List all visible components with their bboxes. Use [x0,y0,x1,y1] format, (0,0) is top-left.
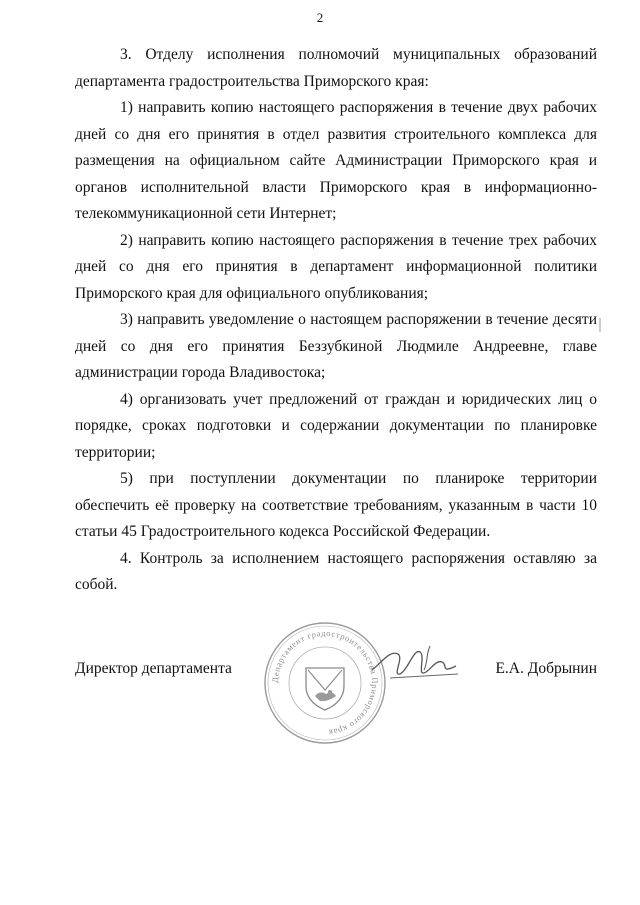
paragraph-subitem-2: 2) направить копию настоящего распоряжения в течение трех рабочих дней со дня его принятия в департамент информационной политики Приморского края для официального опубликования; [75,231,597,302]
paragraph-subitem-4: 4) организовать учет предложений от граждан и юридических лиц о порядке, сроках подготовки и содержании документации по планировке территории; [75,390,597,461]
handwritten-signature [370,640,460,685]
paragraph-subitem-1: 1) направить копию настоящего распоряжения в течение двух рабочих дней со дня его принятия в отдел развития строительного комплекса для размещения на официальном сайте Администрации Приморского края и органов исполнительной власти Приморского края в информационно-телекоммуникационной сети Интернет; [75,99,597,222]
scan-mark [598,318,602,332]
seal-text: Департамент градостроительства Приморского края [269,627,381,738]
paragraph-subitem-3: 3) направить уведомление о настоящем распоряжении в течение десяти дней со дня его принятия Беззубкиной Людмиле Андреевне, главе администрации города Владивостока; [75,311,597,381]
page-number: 2 [316,10,324,25]
signatory-name: Е.А. Добрынин [495,660,597,677]
paragraph-item-3: 3. Отделу исполнения полномочий муниципальных образований департамента градостроительства Приморского края: [75,46,597,90]
signatory-title: Директор департамента [75,660,232,677]
svg-text:Департамент градостроительства [270,628,380,738]
paragraph-subitem-5: 5) при поступлении документации по планироке территории обеспечить её проверку на соответствие требованиям, указанным в части 10 статьи 45 Градостроительного кодекса Российской Федерации. [75,470,597,540]
document-body [75,42,597,599]
paragraph-item-4: 4. Контроль за исполнением настоящего распоряжения оставляю за собой. [75,549,597,593]
